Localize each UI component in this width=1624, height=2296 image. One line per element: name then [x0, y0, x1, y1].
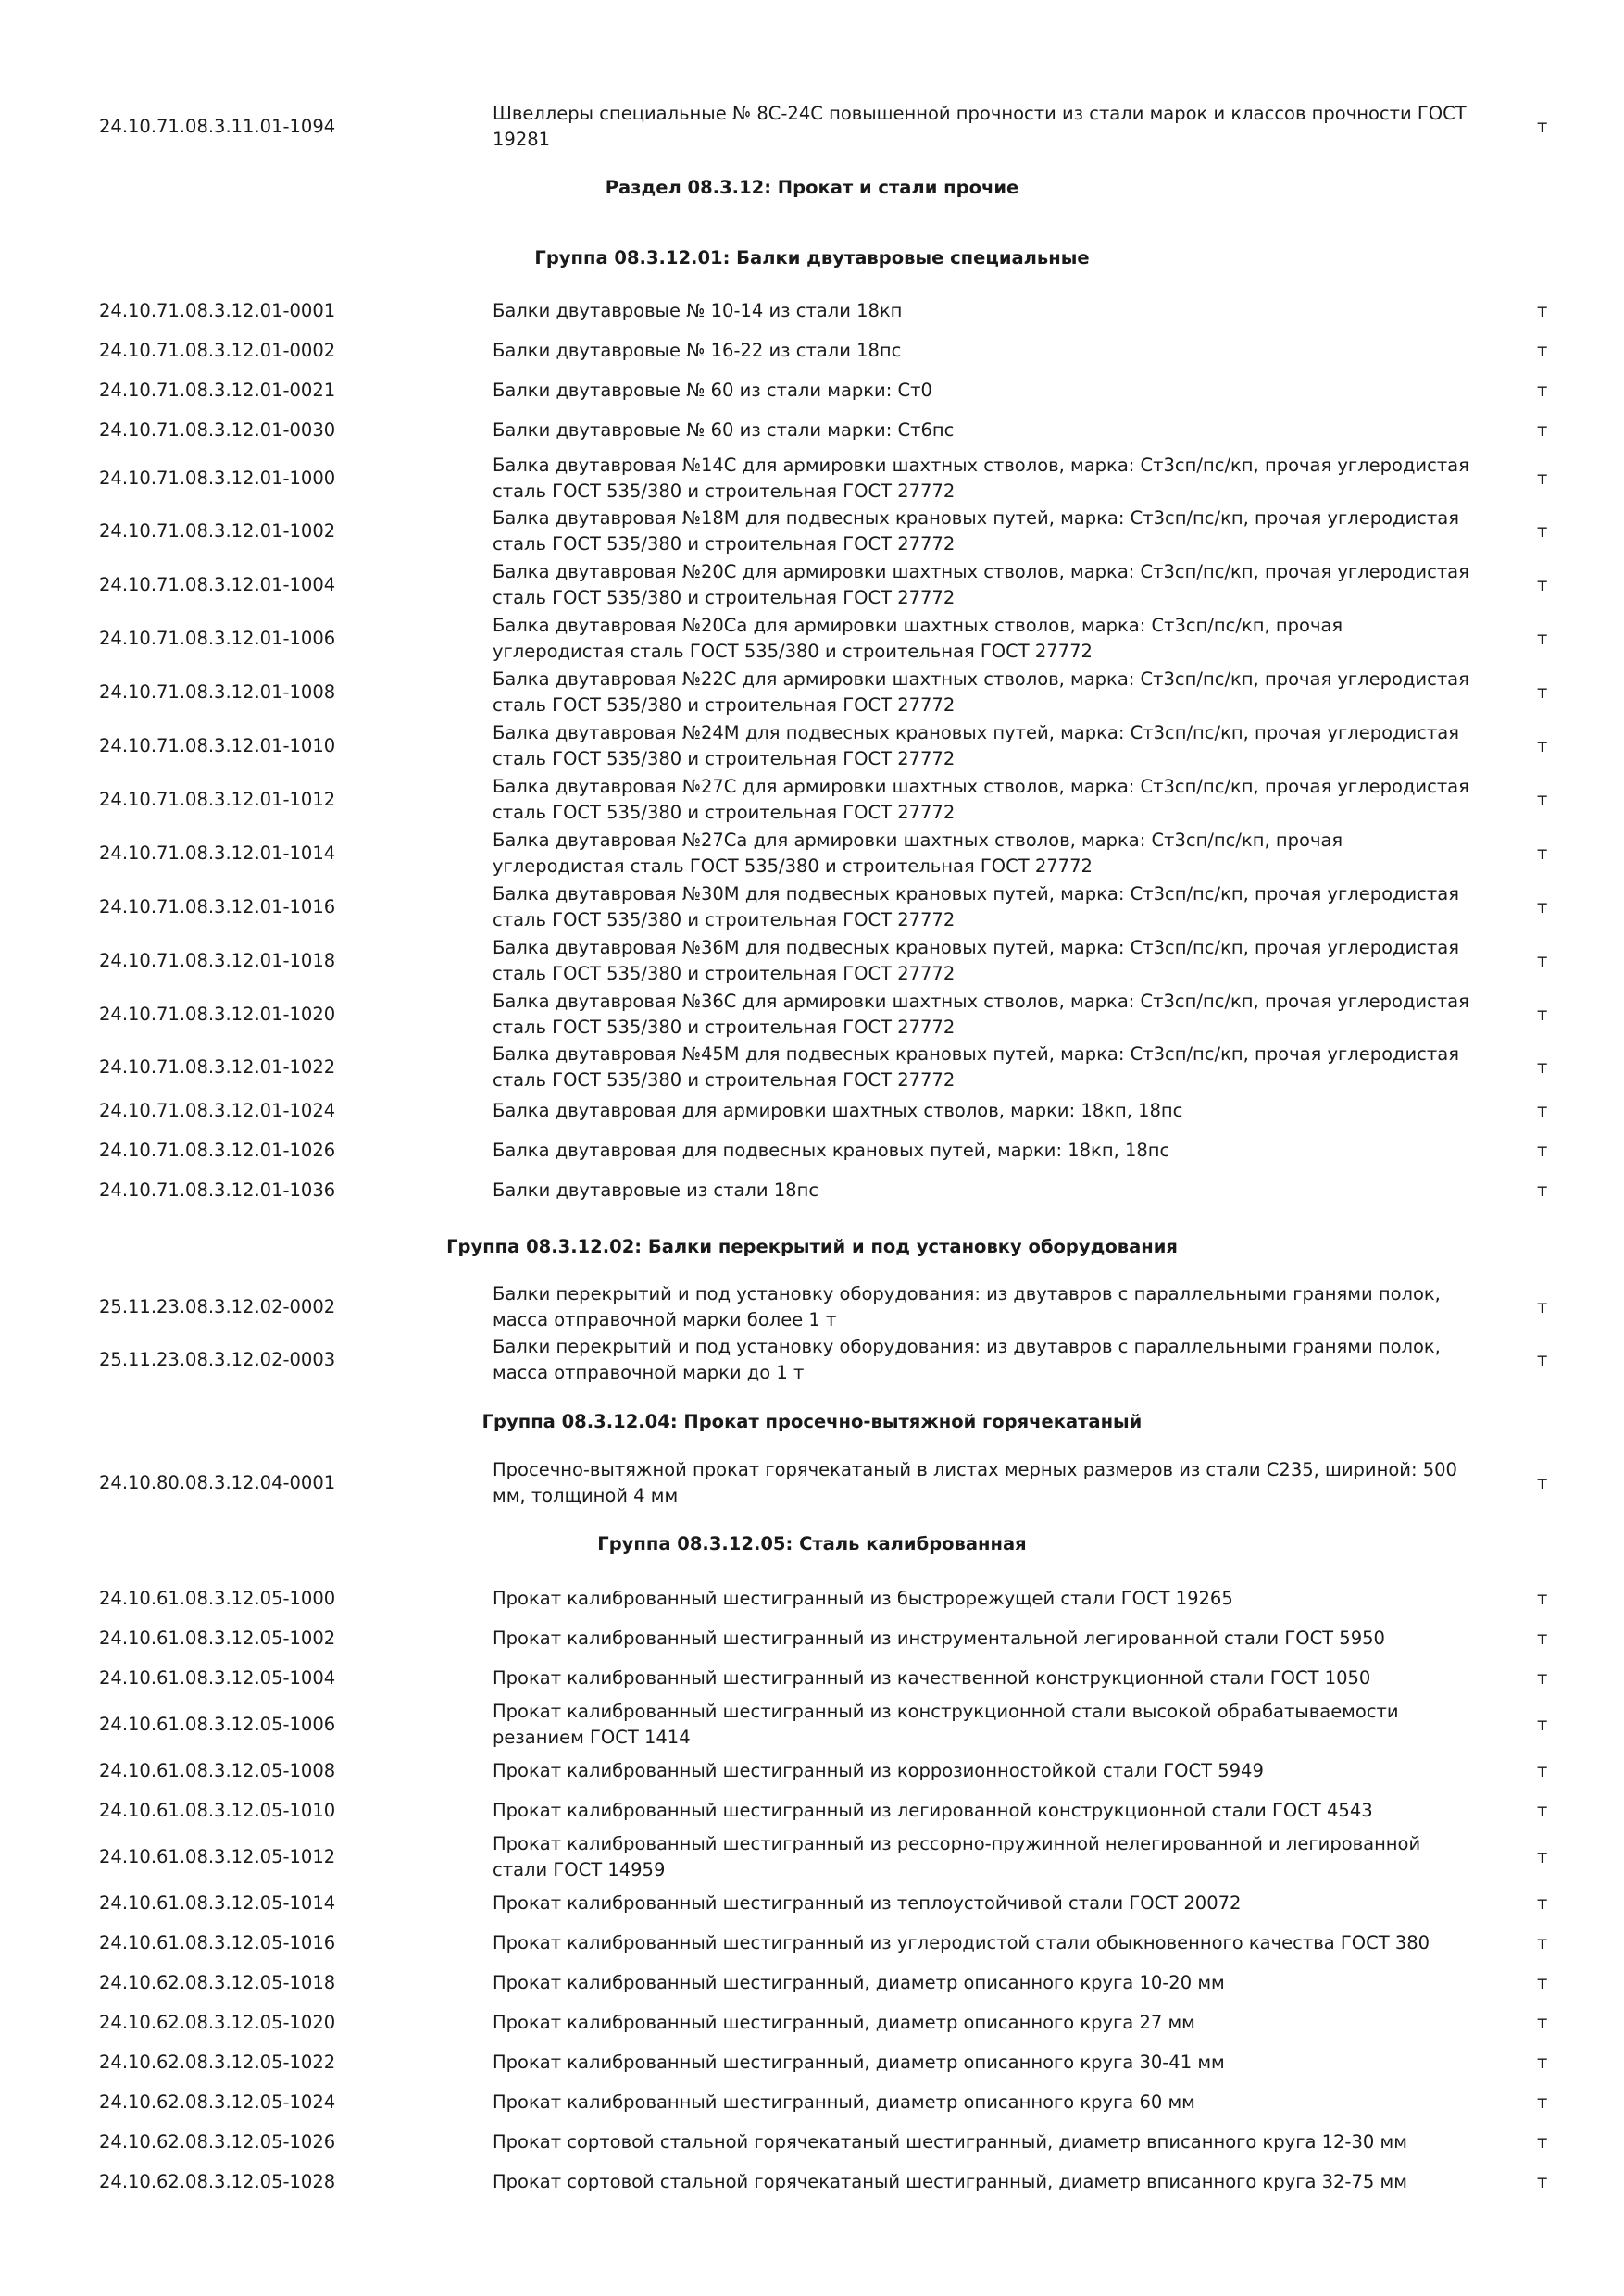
item-name: Прокат калиброванный шестигранный из быстрорежущей стали ГОСТ 19265 — [493, 1588, 1233, 1609]
item-name: Балки двутавровые из стали 18пс — [493, 1179, 819, 1201]
item-unit: т — [1537, 1714, 1548, 1735]
table-row — [0, 1970, 1624, 1996]
section-header: Группа 08.3.12.02: Балки перекрытий и под установку оборудования — [446, 1236, 1178, 1257]
section-header: Группа 08.3.12.04: Прокат просечно-вытяжной горячекатаный — [481, 1411, 1143, 1432]
item-name: Прокат калиброванный шестигранный, диаметр описанного круга 27 мм — [493, 2012, 1195, 2033]
table-row — [0, 774, 1624, 826]
item-unit: т — [1537, 574, 1548, 595]
table-row — [0, 1626, 1624, 1652]
table-row — [0, 1699, 1624, 1751]
item-unit: т — [1537, 1760, 1548, 1781]
item-code: 24.10.62.08.3.12.05-1022 — [99, 2052, 336, 2073]
item-unit: т — [1537, 1972, 1548, 1993]
item-unit: т — [1537, 1179, 1548, 1201]
item-unit: т — [1537, 380, 1548, 401]
item-code: 24.10.71.08.3.12.01-1008 — [99, 681, 336, 703]
item-unit: т — [1537, 789, 1548, 810]
item-name: Балка двутавровая №30М для подвесных крановых путей, марка: Ст3сп/пс/кп, прочая углеродистая сталь ГОСТ 535/380 и строительная ГОСТ 27772 — [493, 883, 1459, 930]
item-unit: т — [1537, 1628, 1548, 1649]
item-code: 24.10.71.08.3.11.01-1094 — [99, 116, 336, 137]
item-code: 24.10.61.08.3.12.05-1008 — [99, 1760, 336, 1781]
item-name: Прокат калиброванный шестигранный, диаметр описанного круга 60 мм — [493, 2091, 1195, 2113]
item-name: Балки двутавровые № 60 из стали марки: Ст6пс — [493, 419, 955, 441]
table-row — [0, 453, 1624, 505]
item-code: 24.10.61.08.3.12.05-1002 — [99, 1628, 336, 1649]
table-row — [0, 505, 1624, 557]
table-row — [0, 378, 1624, 404]
item-unit: т — [1537, 1667, 1548, 1689]
table-row — [0, 418, 1624, 443]
item-name: Прокат калиброванный шестигранный из углеродистой стали обыкновенного качества ГОСТ 380 — [493, 1932, 1430, 1953]
item-name: Балка двутавровая №36М для подвесных крановых путей, марка: Ст3сп/пс/кп, прочая углеродистая сталь ГОСТ 535/380 и строительная ГОСТ 27772 — [493, 937, 1459, 984]
item-code: 24.10.71.08.3.12.01-1024 — [99, 1100, 336, 1121]
item-name: Балки перекрытий и под установку оборудования: из двутавров с параллельными гранями полок, масса отправочной марки до 1 т — [493, 1336, 1441, 1383]
table-row — [0, 1586, 1624, 1612]
item-name: Балка двутавровая №36С для армировки шахтных стволов, марка: Ст3сп/пс/кп, прочая углеродистая сталь ГОСТ 535/380 и строительная ГОСТ 27772 — [493, 991, 1469, 1038]
item-name: Прокат сортовой стальной горячекатаный шестигранный, диаметр вписанного круга 12-30 мм — [493, 2131, 1407, 2152]
item-code: 24.10.62.08.3.12.05-1026 — [99, 2131, 336, 2152]
item-name: Балки двутавровые № 60 из стали марки: Ст0 — [493, 380, 932, 401]
item-unit: т — [1537, 1100, 1548, 1121]
item-unit: т — [1537, 1349, 1548, 1370]
item-name: Прокат калиброванный шестигранный из качественной конструкционной стали ГОСТ 1050 — [493, 1667, 1371, 1689]
table-row — [0, 1138, 1624, 1164]
item-name: Балки перекрытий и под установку оборудования: из двутавров с параллельными гранями полок, масса отправочной марки более 1 т — [493, 1283, 1441, 1330]
item-code: 24.10.61.08.3.12.05-1012 — [99, 1846, 336, 1867]
section-header: Группа 08.3.12.05: Сталь калиброванная — [597, 1533, 1027, 1554]
item-name: Прокат сортовой стальной горячекатаный шестигранный, диаметр вписанного круга 32-75 мм — [493, 2171, 1407, 2192]
item-unit: т — [1537, 1932, 1548, 1953]
item-name: Балка двутавровая №22С для армировки шахтных стволов, марка: Ст3сп/пс/кп, прочая углеродистая сталь ГОСТ 535/380 и строительная ГОСТ 27772 — [493, 668, 1469, 716]
item-name: Балка двутавровая №20С для армировки шахтных стволов, марка: Ст3сп/пс/кп, прочая углеродистая сталь ГОСТ 535/380 и строительная ГОСТ 27772 — [493, 561, 1469, 608]
item-code: 24.10.71.08.3.12.01-1006 — [99, 628, 336, 649]
item-code: 24.10.71.08.3.12.01-1000 — [99, 468, 336, 489]
item-name: Балка двутавровая для армировки шахтных стволов, марки: 18кп, 18пс — [493, 1100, 1183, 1121]
item-code: 24.10.71.08.3.12.01-1012 — [99, 789, 336, 810]
item-code: 24.10.71.08.3.12.01-1020 — [99, 1004, 336, 1025]
item-code: 24.10.61.08.3.12.05-1000 — [99, 1588, 336, 1609]
table-row — [0, 298, 1624, 324]
item-code: 24.10.71.08.3.12.01-1014 — [99, 842, 336, 864]
item-code: 24.10.71.08.3.12.01-0021 — [99, 380, 336, 401]
item-unit: т — [1537, 468, 1548, 489]
table-row — [0, 1334, 1624, 1386]
table-row — [0, 1758, 1624, 1784]
table-row — [0, 613, 1624, 665]
section-header: Раздел 08.3.12: Прокат и стали прочие — [605, 177, 1019, 198]
item-code: 24.10.71.08.3.12.01-1002 — [99, 520, 336, 542]
item-unit: т — [1537, 2131, 1548, 2152]
table-row — [0, 989, 1624, 1041]
item-unit: т — [1537, 520, 1548, 542]
table-row — [0, 1890, 1624, 1916]
item-code: 24.10.61.08.3.12.05-1014 — [99, 1892, 336, 1914]
item-code: 24.10.62.08.3.12.05-1028 — [99, 2171, 336, 2192]
item-code: 24.10.71.08.3.12.01-1036 — [99, 1179, 336, 1201]
item-code: 24.10.71.08.3.12.01-1022 — [99, 1056, 336, 1078]
item-name: Балка двутавровая №18М для подвесных крановых путей, марка: Ст3сп/пс/кп, прочая углеродистая сталь ГОСТ 535/380 и строительная ГОСТ 27772 — [493, 507, 1459, 555]
table-row — [0, 1098, 1624, 1124]
item-code: 25.11.23.08.3.12.02-0002 — [99, 1296, 336, 1317]
item-unit: т — [1537, 950, 1548, 971]
item-unit: т — [1537, 681, 1548, 703]
table-row — [0, 1178, 1624, 1204]
table-row — [0, 338, 1624, 364]
item-unit: т — [1537, 896, 1548, 917]
item-code: 24.10.71.08.3.12.01-1018 — [99, 950, 336, 971]
table-row — [0, 1798, 1624, 1824]
item-code: 24.10.61.08.3.12.05-1004 — [99, 1667, 336, 1689]
item-name: Балка двутавровая для подвесных крановых путей, марки: 18кп, 18пс — [493, 1140, 1170, 1161]
item-name: Балка двутавровая №45М для подвесных крановых путей, марка: Ст3сп/пс/кп, прочая углеродистая сталь ГОСТ 535/380 и строительная ГОСТ 27772 — [493, 1043, 1459, 1091]
item-name: Балки двутавровые № 16-22 из стали 18пс — [493, 340, 902, 361]
item-unit: т — [1537, 1800, 1548, 1821]
item-unit: т — [1537, 1472, 1548, 1493]
item-name: Балки двутавровые № 10-14 из стали 18кп — [493, 300, 903, 321]
item-code: 24.10.62.08.3.12.05-1020 — [99, 2012, 336, 2033]
item-code: 24.10.71.08.3.12.01-0030 — [99, 419, 336, 441]
item-unit: т — [1537, 2171, 1548, 2192]
item-name: Прокат калиброванный шестигранный из рессорно-пружинной нелегированной и легированной стали ГОСТ 14959 — [493, 1833, 1421, 1880]
item-code: 24.10.61.08.3.12.05-1006 — [99, 1714, 336, 1735]
item-name: Балка двутавровая №27С для армировки шахтных стволов, марка: Ст3сп/пс/кп, прочая углеродистая сталь ГОСТ 535/380 и строительная ГОСТ 27772 — [493, 776, 1469, 823]
item-name: Швеллеры специальные № 8С-24С повышенной прочности из стали марок и классов прочности ГОСТ 19281 — [493, 103, 1467, 150]
item-code: 24.10.71.08.3.12.01-0001 — [99, 300, 336, 321]
item-unit: т — [1537, 419, 1548, 441]
item-unit: т — [1537, 628, 1548, 649]
item-name: Прокат калиброванный шестигранный, диаметр описанного круга 30-41 мм — [493, 2052, 1225, 2073]
item-code: 24.10.61.08.3.12.05-1016 — [99, 1932, 336, 1953]
item-name: Прокат калиброванный шестигранный, диаметр описанного круга 10-20 мм — [493, 1972, 1225, 1993]
item-unit: т — [1537, 1140, 1548, 1161]
item-code: 24.10.71.08.3.12.01-1004 — [99, 574, 336, 595]
item-name: Прокат калиброванный шестигранный из инструментальной легированной стали ГОСТ 5950 — [493, 1628, 1385, 1649]
table-row — [0, 828, 1624, 880]
item-code: 24.10.80.08.3.12.04-0001 — [99, 1472, 336, 1493]
item-name: Прокат калиброванный шестигранный из конструкционной стали высокой обрабатываемости резанием ГОСТ 1414 — [493, 1701, 1399, 1748]
item-code: 24.10.71.08.3.12.01-1016 — [99, 896, 336, 917]
item-name: Прокат калиброванный шестигранный из легированной конструкционной стали ГОСТ 4543 — [493, 1800, 1373, 1821]
item-unit: т — [1537, 1004, 1548, 1025]
item-name: Балка двутавровая №24М для подвесных крановых путей, марка: Ст3сп/пс/кп, прочая углеродистая сталь ГОСТ 535/380 и строительная ГОСТ 27772 — [493, 722, 1459, 769]
item-unit: т — [1537, 1296, 1548, 1317]
item-unit: т — [1537, 842, 1548, 864]
table-row — [0, 2129, 1624, 2155]
table-row — [0, 935, 1624, 987]
item-name: Балка двутавровая №14С для армировки шахтных стволов, марка: Ст3сп/пс/кп, прочая углеродистая сталь ГОСТ 535/380 и строительная ГОСТ 27772 — [493, 455, 1469, 502]
item-name: Балка двутавровая №27Са для армировки шахтных стволов, марка: Ст3сп/пс/кп, прочая углеродистая сталь ГОСТ 535/380 и строительная ГОСТ 27772 — [493, 830, 1343, 877]
item-unit: т — [1537, 1846, 1548, 1867]
item-unit: т — [1537, 2091, 1548, 2113]
item-code: 24.10.71.08.3.12.01-0002 — [99, 340, 336, 361]
item-code: 25.11.23.08.3.12.02-0003 — [99, 1349, 336, 1370]
table-row — [0, 2090, 1624, 2115]
item-unit: т — [1537, 2052, 1548, 2073]
item-code: 24.10.62.08.3.12.05-1024 — [99, 2091, 336, 2113]
item-unit: т — [1537, 116, 1548, 137]
item-code: 24.10.62.08.3.12.05-1018 — [99, 1972, 336, 1993]
item-code: 24.10.71.08.3.12.01-1010 — [99, 735, 336, 756]
table-row — [0, 1666, 1624, 1691]
table-row — [0, 1831, 1624, 1883]
item-name: Просечно-вытяжной прокат горячекатаный в листах мерных размеров из стали С235, шириной: 500 мм, толщиной 4 мм — [493, 1459, 1457, 1506]
item-unit: т — [1537, 300, 1548, 321]
table-row — [0, 559, 1624, 611]
item-unit: т — [1537, 1588, 1548, 1609]
table-row — [0, 720, 1624, 772]
item-code: 24.10.71.08.3.12.01-1026 — [99, 1140, 336, 1161]
table-row — [0, 101, 1624, 153]
section-header: Группа 08.3.12.01: Балки двутавровые специальные — [534, 247, 1090, 268]
table-row — [0, 667, 1624, 718]
item-unit: т — [1537, 1056, 1548, 1078]
table-row — [0, 2010, 1624, 2036]
table-row — [0, 1457, 1624, 1509]
item-code: 24.10.61.08.3.12.05-1010 — [99, 1800, 336, 1821]
table-row — [0, 1930, 1624, 1956]
table-row — [0, 1281, 1624, 1333]
item-unit: т — [1537, 1892, 1548, 1914]
item-unit: т — [1537, 735, 1548, 756]
item-name: Балка двутавровая №20Са для армировки шахтных стволов, марка: Ст3сп/пс/кп, прочая углеродистая сталь ГОСТ 535/380 и строительная ГОСТ 27772 — [493, 615, 1343, 662]
table-row — [0, 2050, 1624, 2076]
table-row — [0, 2169, 1624, 2195]
item-name: Прокат калиброванный шестигранный из коррозионностойкой стали ГОСТ 5949 — [493, 1760, 1264, 1781]
table-row — [0, 1042, 1624, 1093]
item-name: Прокат калиброванный шестигранный из теплоустойчивой стали ГОСТ 20072 — [493, 1892, 1242, 1914]
item-unit: т — [1537, 2012, 1548, 2033]
table-row — [0, 881, 1624, 933]
item-unit: т — [1537, 340, 1548, 361]
